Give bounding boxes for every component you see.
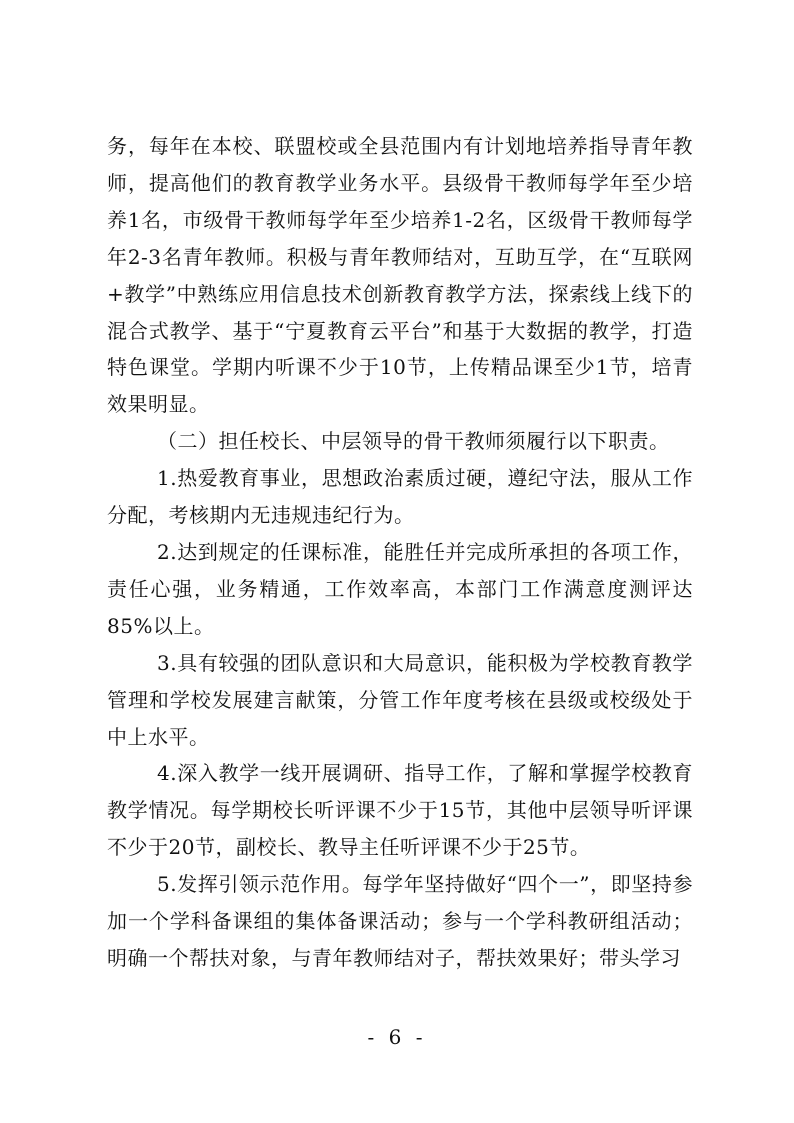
duty-item-3: 3.具有较强的团队意识和大局意识，能积极为学校教育教学管理和学校发展建言献策，分管工作年度考核在县级或校级处于中上水平。 — [107, 650, 693, 749]
page-number: - 6 - — [367, 1025, 427, 1049]
body-text — [107, 128, 693, 977]
duty-item-5: 5.发挥引领示范作用。每学年坚持做好“四个一”，即坚持参加一个学科备课组的集体备课活动；参与一个学科教研组活动；明确一个帮扶对象，与青年教师结对子，帮扶效果好；带头学习 — [107, 872, 693, 970]
duty-item-1: 1.热爱教育事业，思想政治素质过硬，遵纪守法，服从工作分配，考核期内无违规违纪行为。 — [107, 466, 693, 528]
duty-item-2: 2.达到规定的任课标准，能胜任并完成所承担的各项工作，责任心强，业务精通，工作效率高，本部门工作满意度测评达85%以上。 — [107, 539, 693, 638]
duty-item-4: 4.深入教学一线开展调研、指导工作，了解和掌握学校教育教学情况。每学期校长听评课不少于15节，其他中层领导听评课不少于20节，副校长、教导主任听评课不少于25节。 — [107, 761, 693, 860]
paragraph-continuation: 务，每年在本校、联盟校或全县范围内有计划地培养指导青年教师，提高他们的教育教学业务水平。县级骨干教师每学年至少培养1名，市级骨干教师每学年至少培养1-2名，区级骨干教师每学年2-3名青年教师。积极与青年教师结对，互助互学，在“互联网+教学”中熟练应用信息技术创新教育教学方法，探索线上线下的混合式教学、基于“宁夏教育云平台”和基于大数据的教学，打造特色课堂。学期内听课不少于10节，上传精品课至少1节，培青效果明显。 — [107, 134, 693, 417]
section-heading-2: （二）担任校长、中层领导的骨干教师须履行以下职责。 — [157, 429, 670, 454]
